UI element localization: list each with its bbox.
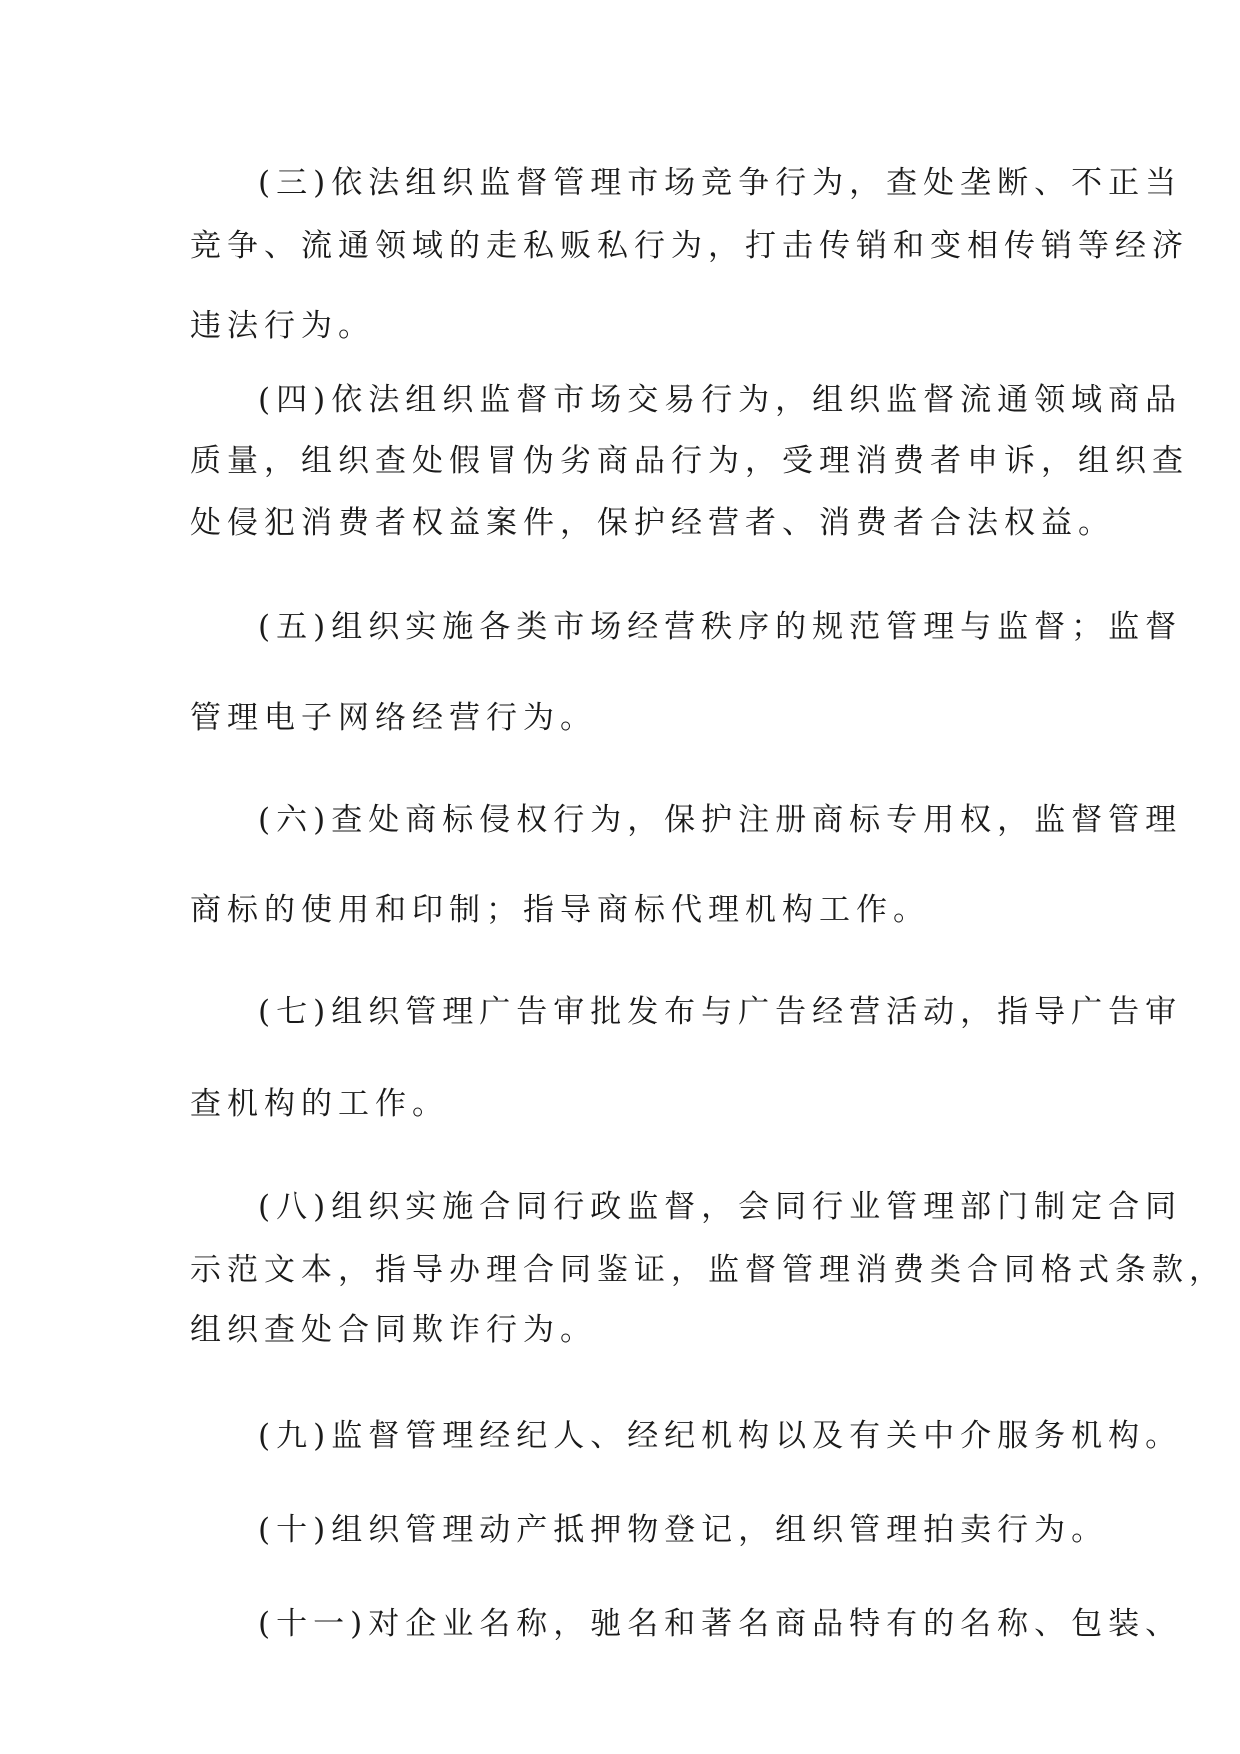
paragraph-line: (七)组织管理广告审批发布与广告经营活动，指导广告审	[258, 994, 1183, 1030]
paragraph-line: (九)监督管理经纪人、经纪机构以及有关中介服务机构。	[258, 1418, 1183, 1454]
paragraph-line: (十一)对企业名称，驰名和著名商品特有的名称、包装、	[258, 1606, 1183, 1642]
paragraph-line: (六)查处商标侵权行为，保护注册商标专用权，监督管理	[258, 802, 1183, 838]
paragraph-line: 质量，组织查处假冒伪劣商品行为，受理消费者申诉，组织查	[190, 443, 1189, 479]
paragraph-line: 示范文本，指导办理合同鉴证，监督管理消费类合同格式条款，	[190, 1252, 1226, 1288]
paragraph-line: 违法行为。	[190, 308, 375, 344]
paragraph-line: 查机构的工作。	[190, 1086, 449, 1122]
paragraph-line: (五)组织实施各类市场经营秩序的规范管理与监督；监督	[258, 609, 1183, 645]
paragraph-line: 管理电子网络经营行为。	[190, 700, 597, 736]
paragraph-line: 组织查处合同欺诈行为。	[190, 1312, 597, 1348]
paragraph-line: 竞争、流通领域的走私贩私行为，打击传销和变相传销等经济	[190, 228, 1189, 264]
paragraph-line: 处侵犯消费者权益案件，保护经营者、消费者合法权益。	[190, 505, 1115, 541]
paragraph-line: (三)依法组织监督管理市场竞争行为，查处垄断、不正当	[258, 165, 1183, 201]
paragraph-line: 商标的使用和印制；指导商标代理机构工作。	[190, 892, 930, 928]
paragraph-line: (四)依法组织监督市场交易行为，组织监督流通领域商品	[258, 382, 1183, 418]
paragraph-line: (八)组织实施合同行政监督，会同行业管理部门制定合同	[258, 1189, 1183, 1225]
paragraph-line: (十)组织管理动产抵押物登记，组织管理拍卖行为。	[258, 1512, 1109, 1548]
